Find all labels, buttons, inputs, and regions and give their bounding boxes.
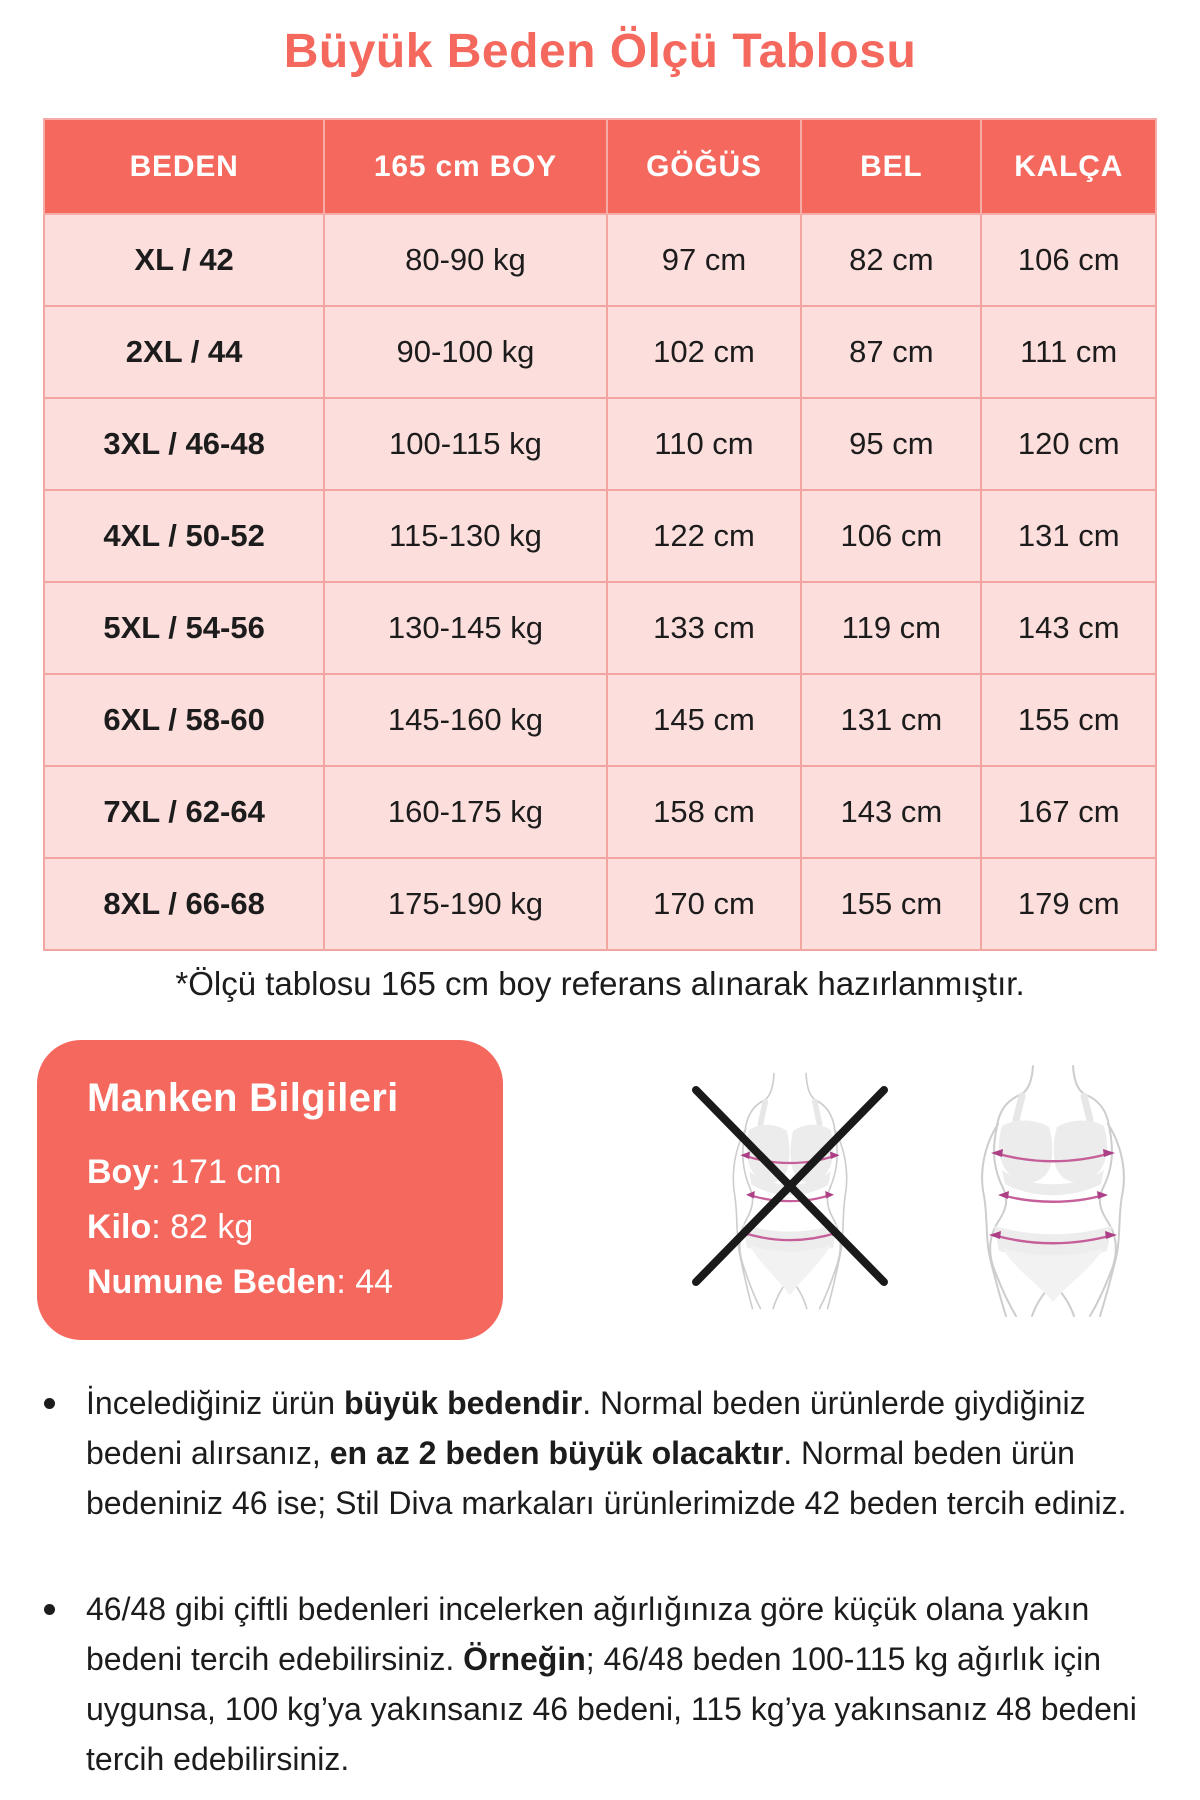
measure-cell: 87 cm [801, 306, 981, 398]
measure-cell: 175-190 kg [324, 858, 606, 950]
size-table [43, 118, 1157, 951]
measure-cell: 179 cm [981, 858, 1156, 950]
size-cell: 7XL / 62-64 [44, 766, 324, 858]
measure-cell: 115-130 kg [324, 490, 606, 582]
column-header: BEDEN [44, 119, 324, 214]
measure-cell: 167 cm [981, 766, 1156, 858]
measure-cell: 80-90 kg [324, 214, 606, 306]
measure-cell: 133 cm [607, 582, 802, 674]
column-header: 165 cm BOY [324, 119, 606, 214]
table-row [44, 214, 1156, 306]
model-info-field: Boy: 171 cm [87, 1153, 282, 1191]
table-row [44, 398, 1156, 490]
table-header-row [44, 119, 1156, 214]
plus-size-figure-icon [958, 1058, 1148, 1318]
measure-cell: 131 cm [801, 674, 981, 766]
notes-list [38, 1378, 1178, 1784]
measure-cell: 155 cm [981, 674, 1156, 766]
measure-cell: 122 cm [607, 490, 802, 582]
measure-cell: 160-175 kg [324, 766, 606, 858]
measure-cell: 155 cm [801, 858, 981, 950]
crossed-out-slim-figure-icon [690, 1064, 890, 1314]
size-cell: 5XL / 54-56 [44, 582, 324, 674]
measure-cell: 130-145 kg [324, 582, 606, 674]
measure-cell: 120 cm [981, 398, 1156, 490]
measure-cell: 97 cm [607, 214, 802, 306]
size-cell: 4XL / 50-52 [44, 490, 324, 582]
measure-cell: 145 cm [607, 674, 802, 766]
column-header: KALÇA [981, 119, 1156, 214]
measure-cell: 95 cm [801, 398, 981, 490]
model-info-field: Kilo: 82 kg [87, 1208, 254, 1246]
table-row [44, 766, 1156, 858]
size-table-body [44, 214, 1156, 950]
measure-cell: 100-115 kg [324, 398, 606, 490]
table-row [44, 490, 1156, 582]
measure-cell: 111 cm [981, 306, 1156, 398]
column-header: BEL [801, 119, 981, 214]
table-footnote: *Ölçü tablosu 165 cm boy referans alınarak hazırlanmıştır. [175, 965, 1025, 1002]
measure-cell: 143 cm [981, 582, 1156, 674]
measure-cell: 106 cm [801, 490, 981, 582]
table-row [44, 674, 1156, 766]
table-row [44, 858, 1156, 950]
size-cell: 2XL / 44 [44, 306, 324, 398]
measure-cell: 90-100 kg [324, 306, 606, 398]
size-cell: 6XL / 58-60 [44, 674, 324, 766]
table-row [44, 582, 1156, 674]
model-info-title: Manken Bilgileri [87, 1076, 399, 1120]
measure-cell: 110 cm [607, 398, 802, 490]
size-cell: 8XL / 66-68 [44, 858, 324, 950]
model-info-card [37, 1040, 503, 1340]
note-item: İncelediğiniz ürün büyük bedendir. Normal beden ürünlerde giydiğiniz bedeni alırsanız, en az 2 beden büyük olacaktır. Normal beden ürün bedeniniz 46 ise; Stil Diva markaları ürünlerimizde 42 beden tercih ediniz. [38, 1378, 1178, 1528]
table-row [44, 306, 1156, 398]
size-cell: 3XL / 46-48 [44, 398, 324, 490]
page-title: Büyük Beden Ölçü Tablosu [283, 25, 917, 78]
measure-cell: 106 cm [981, 214, 1156, 306]
measure-cell: 170 cm [607, 858, 802, 950]
measure-cell: 145-160 kg [324, 674, 606, 766]
measure-cell: 82 cm [801, 214, 981, 306]
measure-cell: 143 cm [801, 766, 981, 858]
size-cell: XL / 42 [44, 214, 324, 306]
column-header: GÖĞÜS [607, 119, 802, 214]
model-info-field: Numune Beden: 44 [87, 1263, 394, 1301]
model-info-fields [87, 1145, 473, 1310]
note-item: 46/48 gibi çiftli bedenleri incelerken ağırlığınıza göre küçük olana yakın bedeni tercih edebilirsiniz. Örneğin; 46/48 beden 100-115 kg ağırlık için uygunsa, 100 kg’ya yakınsanız 46 bedeni, 115 kg’ya yakınsanız 48 bedeni tercih edebilirsiniz. [38, 1584, 1178, 1784]
measure-cell: 158 cm [607, 766, 802, 858]
measure-cell: 102 cm [607, 306, 802, 398]
measure-cell: 131 cm [981, 490, 1156, 582]
measure-cell: 119 cm [801, 582, 981, 674]
